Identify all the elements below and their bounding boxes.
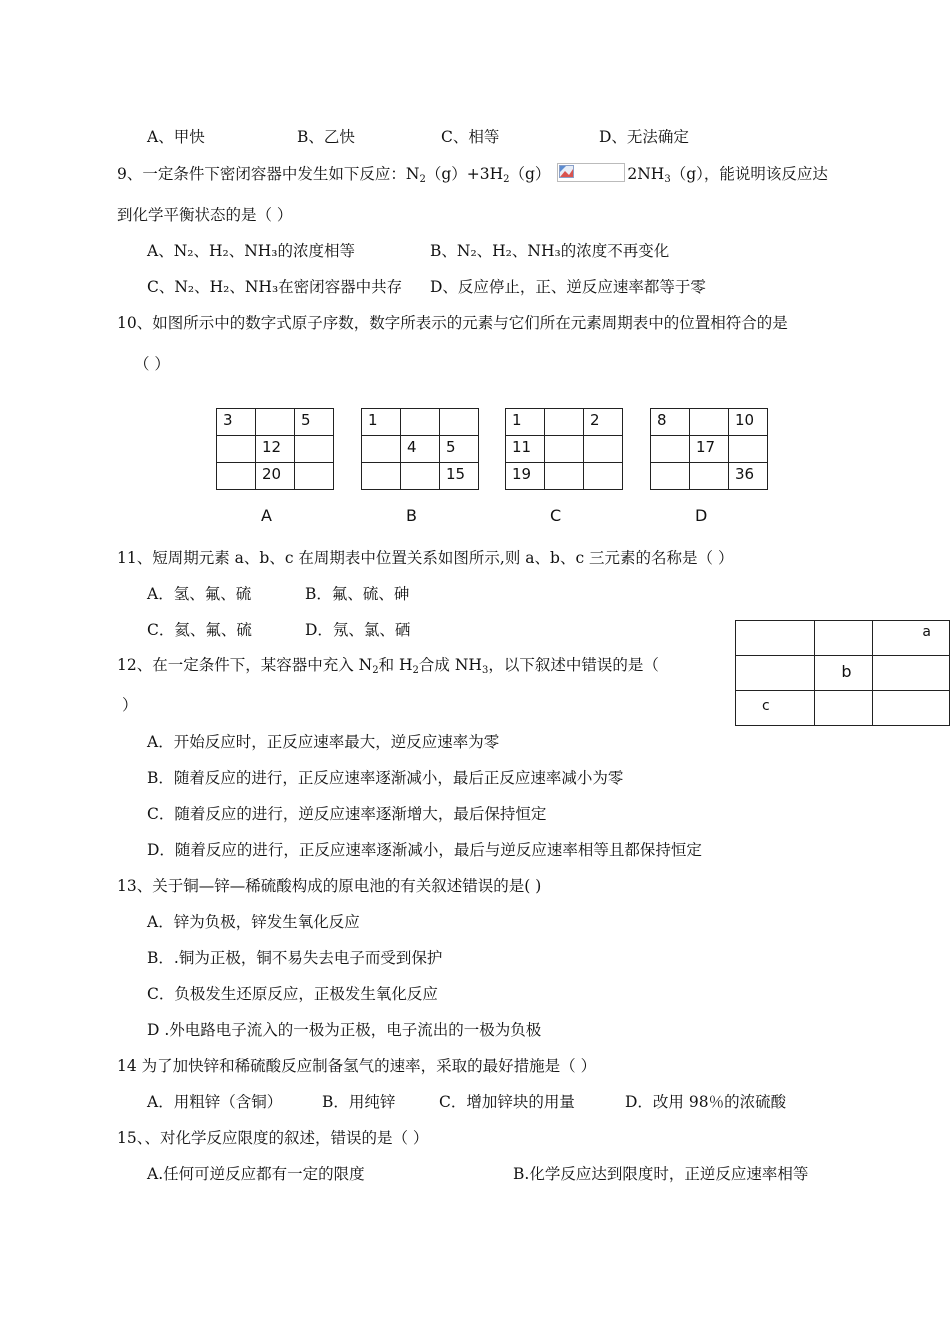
q11-cell (814, 691, 873, 726)
grid-cell (651, 463, 690, 490)
grid-cell (690, 463, 729, 490)
q8-option-a: A、甲快 (147, 128, 205, 146)
q13-option-a: A．锌为负极，锌发生氧化反应 (147, 913, 360, 931)
grid-cell (651, 436, 690, 463)
q9-option-a: A、N₂、H₂、NH₃的浓度相等 (147, 242, 355, 260)
grid-cell (295, 463, 334, 490)
q15-option-a: A.任何可逆反应都有一定的限度 (147, 1165, 365, 1183)
grid-cell (401, 409, 440, 436)
q9-stem-line2: 到化学平衡状态的是（ ） (117, 206, 293, 224)
grid-label-d: D (695, 506, 708, 525)
q10-stem-line2: （ ） (134, 355, 170, 373)
q11-cell-a: a (873, 621, 950, 656)
grid-label-c: C (550, 506, 562, 525)
q9-stem: 9、一定条件下密闭容器中发生如下反应：$N_2(g)+3H_2(g)$ $2NH_3(g)$，能说明该反应达 (117, 165, 828, 185)
grid-cell (295, 436, 334, 463)
q13-option-b: B．.铜为正极，铜不易失去电子而受到保护 (147, 949, 443, 967)
q11-position-table (735, 620, 950, 726)
q14-option-c: C．增加锌块的用量 (439, 1093, 575, 1111)
q11-cell-c: c (736, 691, 815, 726)
grid-cell: 20 (256, 463, 295, 490)
grid-cell (584, 436, 623, 463)
q9-option-b: B、N₂、H₂、NH₃的浓度不再变化 (430, 242, 670, 260)
q15-stem: 15、、对化学反应限度的叙述，错误的是（ ） (117, 1129, 429, 1147)
q12-stem: 12、在一定条件下，某容器中充入 $N_2$和 $H_2$合成 $NH_3$，以下叙述中错误的是（ (117, 656, 659, 676)
q11-cell (736, 621, 815, 656)
q11-cell (873, 691, 950, 726)
q11-option-d: D．氖、氯、硒 (305, 621, 411, 639)
q8-option-c: C、相等 (441, 128, 500, 146)
grid-cell (362, 436, 401, 463)
q11-cell-b: b (814, 656, 873, 691)
grid-cell (545, 436, 584, 463)
grid-cell: 5 (440, 436, 479, 463)
grid-cell: 12 (256, 436, 295, 463)
q12-option-b: B．随着反应的进行，正反应速率逐渐减小，最后正反应速率减小为零 (147, 769, 624, 787)
grid-cell: 17 (690, 436, 729, 463)
grid-cell (401, 463, 440, 490)
periodic-grid-a (216, 408, 334, 490)
q14-option-b: B．用纯锌 (322, 1093, 396, 1111)
q13-stem: 13、关于铜—锌—稀硫酸构成的原电池的有关叙述错误的是( ) (117, 877, 542, 895)
q14-stem: 14 为了加快锌和稀硫酸反应制备氢气的速率，采取的最好措施是（ ） (117, 1057, 597, 1075)
q12-option-c: C．随着反应的进行，逆反应速率逐渐增大，最后保持恒定 (147, 805, 547, 823)
grid-cell: 2 (584, 409, 623, 436)
q11-option-a: A．氢、氟、硫 (147, 585, 252, 603)
q11-cell (736, 656, 815, 691)
q14-option-a: A．用粗锌（含铜） (147, 1093, 283, 1111)
q11-option-c: C．氦、氟、硫 (147, 621, 252, 639)
grid-cell (729, 436, 768, 463)
q8-option-d: D、无法确定 (599, 128, 689, 146)
periodic-grid-d (650, 408, 768, 490)
grid-cell (217, 436, 256, 463)
q14-option-d: D．改用 98％的浓硫酸 (625, 1093, 787, 1111)
grid-cell: 1 (506, 409, 545, 436)
grid-cell: 10 (729, 409, 768, 436)
q12-option-a: A．开始反应时，正反应速率最大，逆反应速率为零 (147, 733, 500, 751)
q9-option-d: D、反应停止，正、逆反应速率都等于零 (430, 278, 706, 296)
grid-cell: 1 (362, 409, 401, 436)
grid-cell: 36 (729, 463, 768, 490)
q12-option-d: D．随着反应的进行，正反应速率逐渐减小，最后与逆反应速率相等且都保持恒定 (147, 841, 702, 859)
q10-stem: 10、如图所示中的数字式原子序数，数字所表示的元素与它们所在元素周期表中的位置相符合的是 (117, 314, 788, 332)
grid-cell: 3 (217, 409, 256, 436)
q11-cell (873, 656, 950, 691)
grid-cell (217, 463, 256, 490)
q12-stem-line2: ） (122, 696, 138, 714)
grid-cell (690, 409, 729, 436)
q13-option-c: C．负极发生还原反应，正极发生氧化反应 (147, 985, 438, 1003)
q13-option-d: D .外电路电子流入的一极为正极，电子流出的一极为负极 (147, 1021, 542, 1039)
grid-label-a: A (261, 506, 272, 525)
q11-option-b: B．氟、硫、砷 (305, 585, 410, 603)
broken-image-icon (559, 165, 574, 178)
grid-cell (545, 463, 584, 490)
periodic-grid-b (361, 408, 479, 490)
q8-option-b: B、乙快 (297, 128, 355, 146)
grid-cell (256, 409, 295, 436)
grid-cell (584, 463, 623, 490)
grid-cell: 8 (651, 409, 690, 436)
grid-cell: 15 (440, 463, 479, 490)
grid-label-b: B (406, 506, 417, 525)
periodic-grid-c (505, 408, 623, 490)
q9-option-c: C、N₂、H₂、NH₃在密闭容器中共存 (147, 278, 403, 296)
q11-cell (814, 621, 873, 656)
grid-cell: 19 (506, 463, 545, 490)
q15-option-b: B.化学反应达到限度时，正逆反应速率相等 (513, 1165, 809, 1183)
grid-cell: 5 (295, 409, 334, 436)
grid-cell (362, 463, 401, 490)
equilibrium-arrow-image (557, 163, 625, 182)
grid-cell (545, 409, 584, 436)
grid-cell: 11 (506, 436, 545, 463)
q11-stem: 11、短周期元素 a、b、c 在周期表中位置关系如图所示,则 a、b、c 三元素的名称是（ ） (117, 549, 734, 567)
grid-cell (440, 409, 479, 436)
grid-cell: 4 (401, 436, 440, 463)
